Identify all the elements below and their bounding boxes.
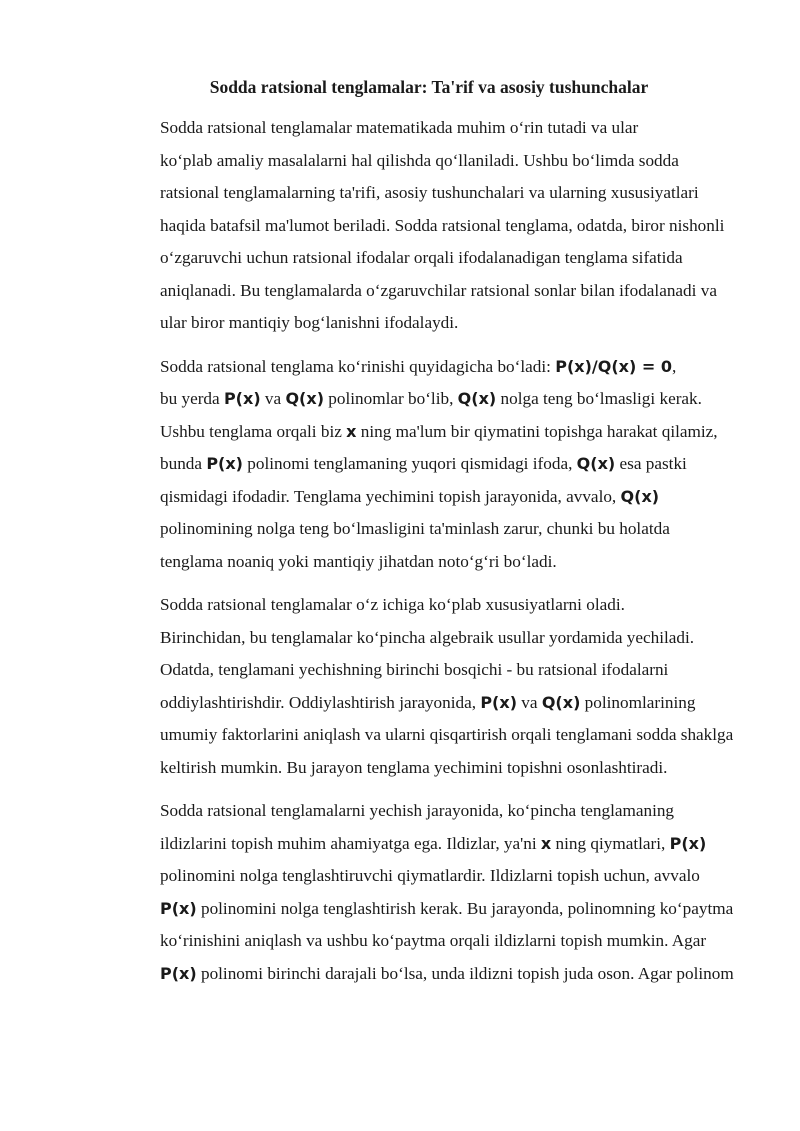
- math-expression: Q(x): [457, 389, 497, 408]
- text-run: Odatda, tenglamani yechishning birinchi bosqichi - bu ratsional ifodalarni: [160, 660, 669, 679]
- math-expression: P(x): [206, 454, 243, 473]
- text-line: [116, 958, 742, 991]
- text-run: polinomlar bo‘lib,: [324, 389, 458, 408]
- math-expression: Q(x): [576, 454, 616, 473]
- math-expression: P(x): [669, 833, 707, 853]
- document-page: [116, 73, 742, 1001]
- text-run: ildizlarini topish muhim ahamiyatga ega. Ildizlar, ya'ni: [160, 833, 541, 853]
- text-run: aniqlanadi. Bu tenglamalarda o‘zgaruvchilar ratsional sonlar bilan ifodalanadi va: [160, 280, 717, 300]
- text-line: [116, 448, 742, 481]
- math-expression: P(x): [223, 389, 261, 408]
- text-run: ratsional tenglamalarning ta'rifi, asosiy tushunchalari va ularning xususiyatlari: [160, 183, 699, 202]
- math-expression: P(x): [160, 898, 197, 918]
- text-run: ning ma'lum bir qiymatini topishga harakat qilamiz,: [356, 421, 718, 441]
- text-line: [116, 719, 742, 752]
- text-run: ular biror mantiqiy bog‘lanishni ifodalaydi.: [160, 313, 459, 332]
- math-expression: P(x): [480, 692, 517, 712]
- text-line: [116, 416, 742, 449]
- text-line: [116, 177, 742, 210]
- text-line: [116, 210, 742, 243]
- text-run: Sodda ratsional tenglamalar o‘z ichiga ko‘plab xususiyatlarni oladi.: [160, 595, 625, 614]
- text-line: [116, 925, 742, 958]
- text-run: nolga teng bo‘lmasligi kerak.: [496, 389, 702, 408]
- text-run: polinomini nolga tenglashtirish kerak. Bu jarayonda, polinomning ko‘paytma: [196, 898, 734, 918]
- text-run: esa pastki: [615, 454, 687, 473]
- text-run: ko‘rinishini aniqlash va ushbu ko‘paytma orqali ildizlarni topish mumkin. Agar: [160, 931, 707, 950]
- text-line: [116, 752, 742, 785]
- text-run: Sodda ratsional tenglama ko‘rinishi quyidagicha bo‘ladi:: [160, 356, 556, 376]
- text-run: Birinchidan, bu tenglamalar ko‘pincha algebraik usullar yordamida yechiladi.: [160, 627, 695, 647]
- text-line: [116, 687, 742, 720]
- text-line: [116, 145, 742, 178]
- text-run: polinomlarining: [580, 692, 696, 712]
- text-run: Ushbu tenglama orqali biz: [160, 421, 347, 441]
- text-line: [116, 893, 742, 926]
- text-run: haqida batafsil ma'lumot beriladi. Sodda ratsional tenglama, odatda, biror nishonli: [160, 215, 725, 235]
- text-line: [116, 828, 742, 861]
- text-run: polinomi tenglamaning yuqori qismidagi ifoda,: [242, 454, 577, 473]
- text-line: [116, 589, 742, 622]
- text-run: umumiy faktorlarini aniqlash va ularni qisqartirish orqali tenglamani sodda shaklga: [160, 725, 734, 744]
- math-expression: P(x)/Q(x) = 0: [555, 356, 672, 376]
- text-run: keltirish mumkin. Bu jarayon tenglama yechimini topishni osonlashtiradi.: [160, 757, 668, 777]
- math-expression: x: [540, 833, 552, 853]
- text-run: oddiylashtirishdir. Oddiylashtirish jarayonida,: [160, 692, 481, 712]
- text-line: [116, 383, 742, 416]
- text-line: [116, 654, 742, 687]
- text-run: bunda: [160, 454, 207, 473]
- text-line: [116, 351, 742, 384]
- text-line: [116, 481, 742, 514]
- math-expression: Q(x): [285, 389, 324, 408]
- text-run: polinomini nolga tenglashtiruvchi qiymatlardir. Ildizlarni topish uchun, avvalo: [160, 866, 700, 885]
- math-expression: x: [346, 421, 357, 441]
- text-line: [116, 622, 742, 655]
- document-body: [116, 112, 742, 990]
- text-run: o‘zgaruvchi uchun ratsional ifodalar orqali ifodalanadigan tenglama sifatida: [160, 248, 683, 267]
- text-line: [116, 546, 742, 579]
- text-run: qismidagi ifodadir. Tenglama yechimini topish jarayonida, avvalo,: [160, 486, 621, 506]
- text-run: Sodda ratsional tenglamalar matematikada muhim o‘rin tutadi va ular: [160, 118, 639, 137]
- text-line: [116, 513, 742, 546]
- text-run: va: [517, 692, 542, 712]
- math-expression: P(x): [160, 963, 197, 983]
- text-run: Sodda ratsional tenglamalarni yechish jarayonida, ko‘pincha tenglamaning: [160, 801, 675, 820]
- text-line: [116, 112, 742, 145]
- math-expression: Q(x): [620, 486, 660, 506]
- text-run: bu yerda: [160, 389, 224, 408]
- paragraph: [116, 589, 742, 784]
- paragraph: [116, 795, 742, 990]
- text-run: tenglama noaniq yoki mantiqiy jihatdan noto‘g‘ri bo‘ladi.: [160, 551, 557, 571]
- text-run: polinomi birinchi darajali bo‘lsa, unda ildizni topish juda oson. Agar polinom: [196, 963, 734, 983]
- text-run: polinomining nolga teng bo‘lmasligini ta'minlash zarur, chunki bu holatda: [160, 519, 670, 538]
- text-run: ko‘plab amaliy masalalarni hal qilishda qo‘llaniladi. Ushbu bo‘limda sodda: [160, 150, 679, 170]
- text-line: [116, 307, 742, 340]
- text-run: ,: [671, 356, 677, 376]
- text-line: [116, 795, 742, 828]
- paragraph: [116, 112, 742, 340]
- document-title: Sodda ratsional tenglamalar: Ta'rif va asosiy tushunchalar: [209, 77, 649, 97]
- math-expression: Q(x): [541, 692, 581, 712]
- text-line: [116, 860, 742, 893]
- text-line: [116, 242, 742, 275]
- text-run: ning qiymatlari,: [551, 833, 670, 853]
- text-run: va: [260, 389, 286, 408]
- text-line: [116, 275, 742, 308]
- paragraph: [116, 351, 742, 579]
